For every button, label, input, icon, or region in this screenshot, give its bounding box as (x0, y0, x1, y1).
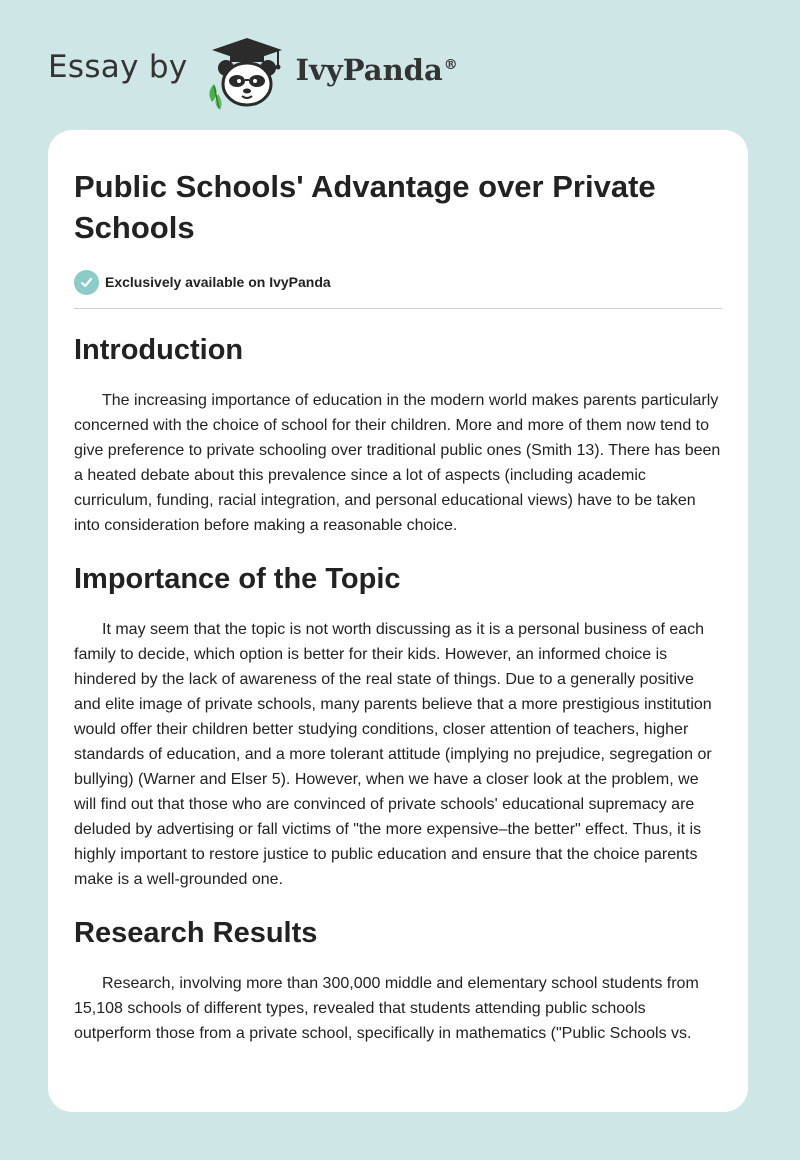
essay-card (48, 130, 748, 1112)
section-introduction (74, 333, 722, 538)
section-heading: Importance of the Topic (74, 563, 401, 595)
essay-title: Public Schools' Advantage over Private Schools (74, 169, 656, 245)
section-paragraph: It may seem that the topic is not worth discussing as it is a personal business of each family to decide, which option is better for their kids. However, an informed choice is hindered by the lack of awareness of the real state of things. Due to a generally positive and elite image of private schools, many parents believe that a more prestigious institution would offer their children better studying conditions, closer attention of teachers, higher standards of education, and a more tolerant attitude (implying no prejudice, segregation or bullying) (Warner and Elser 5). However, when we have a closer look at the problem, we will find out that those who are convinced of private schools' educational supremacy are deluded by advertising or fall victims of "the more expensive–the better" effect. Thus, it is highly important to restore justice to public education and ensure that the choice parents make is a well-grounded one. (74, 621, 712, 888)
section-paragraph: The increasing importance of education in the modern world makes parents particularly concerned with the choice of school for their children. More and more of them now tend to give preference to private schooling over traditional public ones (Smith 13). There has been a heated debate about this prevalence since a lot of aspects (including academic curriculum, funding, racial integration, and personal educational views) have to be taken into consideration before making a reasonable choice. (74, 392, 721, 534)
brand-name[interactable]: IvyPanda® (295, 53, 458, 87)
section-heading: Introduction (74, 334, 244, 366)
section-heading: Research Results (74, 917, 318, 949)
check-icon (74, 270, 99, 295)
exclusive-badge (74, 268, 722, 296)
badge-label: Exclusively available on IvyPanda (105, 274, 331, 290)
panda-logo-icon[interactable] (202, 34, 292, 110)
brand-prefix: Essay by (48, 49, 188, 85)
brand-header (48, 32, 458, 112)
divider (74, 308, 722, 309)
section-paragraph: Research, involving more than 300,000 middle and elementary school students from 15,108 schools of different types, revealed that students attending public schools outperform those from a private school, specifically in mathematics ("Public Schools vs. (74, 975, 699, 1042)
section-research (74, 916, 722, 1046)
section-importance (74, 562, 722, 892)
